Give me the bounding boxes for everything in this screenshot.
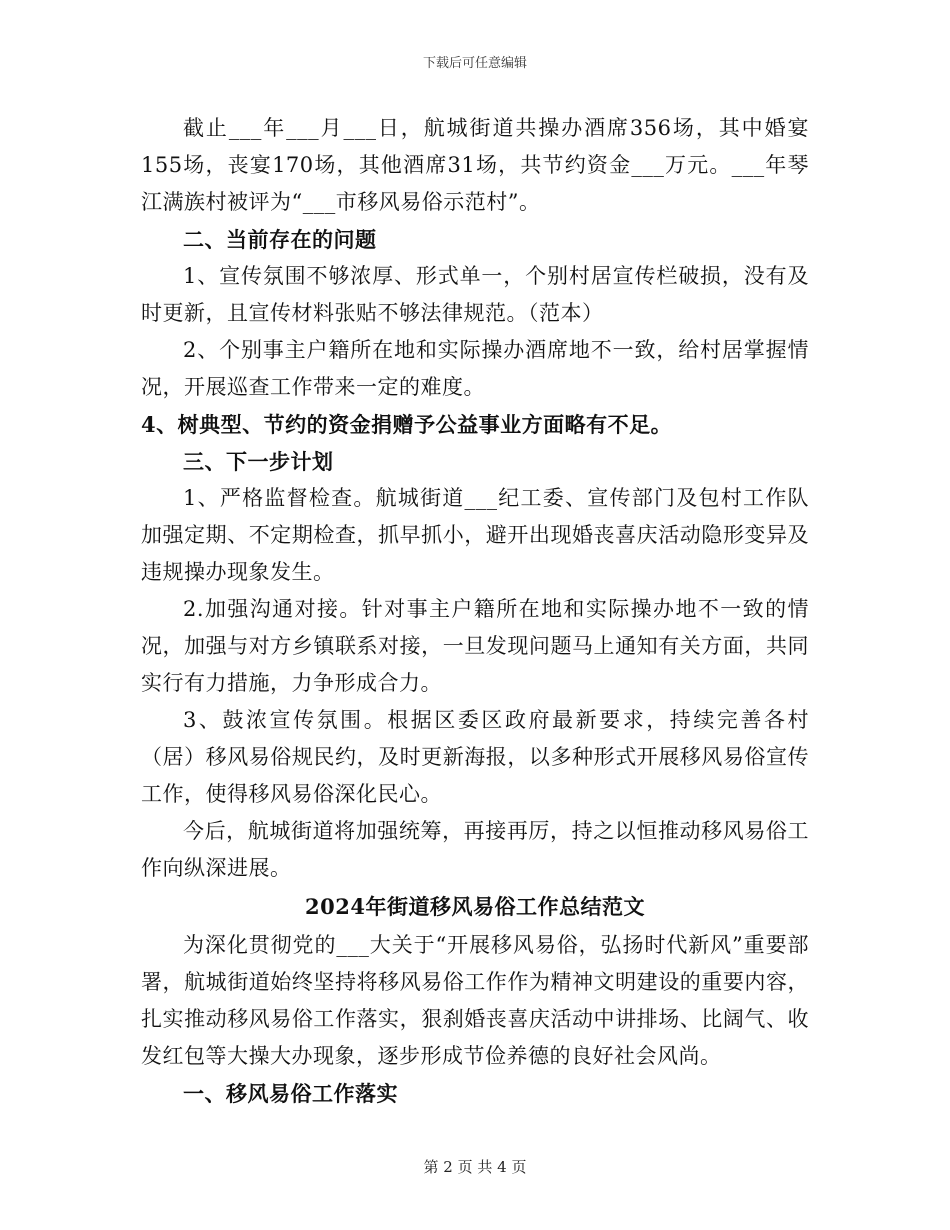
paragraph-statistics: 截止___年___月___日，航城街道共操办酒席356场，其中婚宴155场，丧宴170场，其他酒席31场，共节约资金___万元。___年琴江满族村被评为“___市移风易俗示范村”。 (141, 116, 809, 214)
paragraph-problem-4: 4、树典型、节约的资金捐赠予公益事业方面略有不足。 (141, 412, 673, 437)
paragraph-plan-1: 1、严格监督检查。航城街道___纪工委、宣传部门及包村工作队加强定期、不定期检查，抓早抓小，避开出现婚丧喜庆活动隐形变异及违规操办现象发生。 (141, 486, 809, 584)
document-title: 2024年街道移风易俗工作总结范文 (305, 894, 645, 919)
paragraph-plan-2: 2.加强沟通对接。针对事主户籍所在地和实际操办地不一致的情况，加强与对方乡镇联系对接，一旦发现问题马上通知有关方面，共同实行有力措施，力争形成合力。 (141, 597, 809, 695)
page-footer: 第 2 页 共 4 页 (423, 1158, 527, 1176)
paragraph-intro: 为深化贯彻党的___大关于“开展移风易俗，弘扬时代新风”重要部署，航城街道始终坚持将移风易俗工作作为精神文明建设的重要内容，扎实推动移风易俗工作落实，狠刹婚丧喜庆活动中讲排场、比阔气、收发红包等大操大办现象，逐步形成节俭养德的良好社会风尚。 (141, 933, 809, 1068)
section-heading-next-plan: 三、下一步计划 (183, 449, 334, 474)
paragraph-problem-2: 2、个别事主户籍所在地和实际操办酒席地不一致，给村居掌握情况，开展巡查工作带来一定的难度。 (141, 338, 809, 399)
page-header: 下载后可任意编辑 (422, 56, 527, 71)
paragraph-plan-3: 3、鼓浓宣传氛围。根据区委区政府最新要求，持续完善各村（居）移风易俗规民约，及时更新海报，以多种形式开展移风易俗宣传工作，使得移风易俗深化民心。 (141, 708, 809, 806)
section-heading-problems: 二、当前存在的问题 (183, 227, 377, 252)
paragraph-conclusion: 今后，航城街道将加强统筹，再接再厉，持之以恒推动移风易俗工作向纵深进展。 (141, 819, 809, 880)
document-body (141, 110, 809, 1112)
section-heading-implementation: 一、移风易俗工作落实 (183, 1081, 398, 1106)
paragraph-problem-1: 1、宣传氛围不够浓厚、形式单一，个别村居宣传栏破损，没有及时更新，且宣传材料张贴不够法律规范。（范本） (141, 264, 809, 325)
